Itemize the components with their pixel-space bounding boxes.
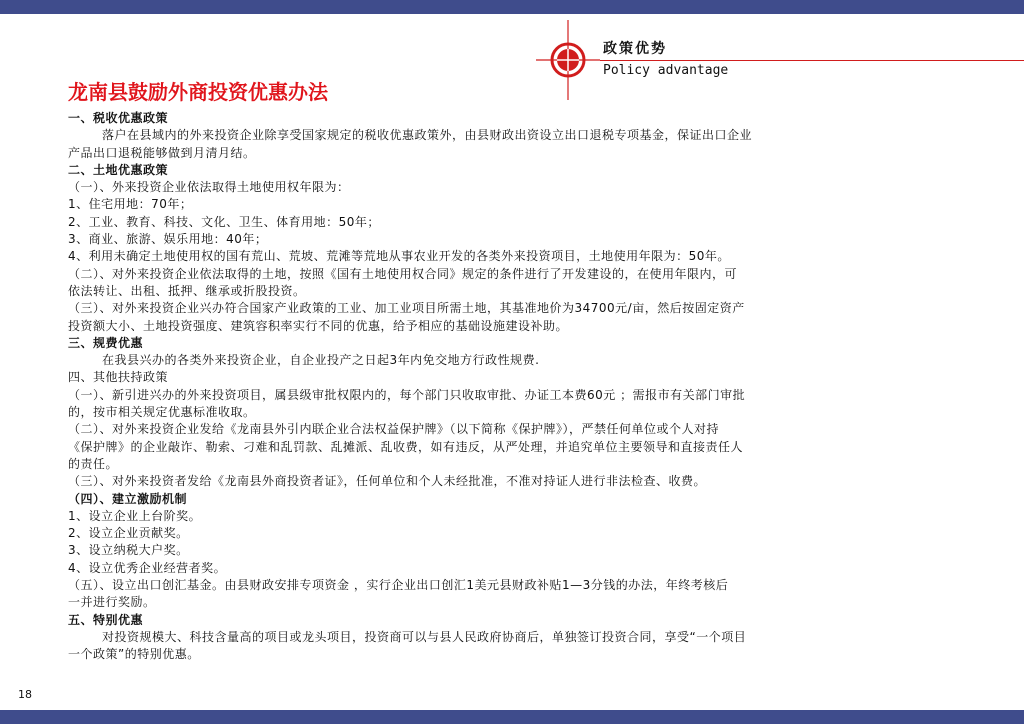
document-line: 的责任。 bbox=[68, 456, 119, 471]
document-line: 的，按市相关规定优惠标准收取。 bbox=[68, 405, 256, 420]
document-line: 3、设立纳税大户奖。 bbox=[68, 543, 189, 558]
document-line: 三、规费优惠 bbox=[68, 335, 144, 350]
document-line: 一并进行奖励。 bbox=[68, 595, 156, 610]
top-bar bbox=[0, 0, 1024, 14]
document-line: 《保护牌》的企业敲诈、勒索、刁难和乱罚款、乱摊派、乱收费，如有违反，从严处理，并追究单位主要领导和直接责任人 bbox=[68, 439, 744, 454]
document-line: 1、设立企业上台阶奖。 bbox=[68, 508, 202, 523]
document-title: 龙南县鼓励外商投资优惠办法 bbox=[68, 80, 328, 104]
document-line: （三）、对外来投资企业兴办符合国家产业政策的工业、加工业项目所需土地，其基准地价为34700元/亩，然后按固定资产 bbox=[68, 301, 745, 316]
document-line: 3、商业、旅游、娱乐用地：40年； bbox=[68, 232, 268, 247]
document-line: 2、设立企业贡献奖。 bbox=[68, 526, 189, 541]
document-line: 二、土地优惠政策 bbox=[68, 162, 169, 177]
header-divider bbox=[600, 60, 1024, 61]
document-line: 依法转让、出租、抵押、继承或折股投资。 bbox=[68, 283, 306, 298]
document-line: （五）、设立出口创汇基金。由县财政安排专项资金 ，实行企业出口创汇1美元县财政补贴1—3分钱的办法，年终考核后 bbox=[68, 578, 729, 593]
document-line: 产品出口退税能够做到月清月结。 bbox=[68, 145, 256, 160]
document-line: （二）、对外来投资企业依法取得的土地，按照《国有土地使用权合同》规定的条件进行了开发建设的，在使用年限内，可 bbox=[68, 266, 738, 281]
document-line: 落户在县域内的外来投资企业除享受国家规定的税收优惠政策外，由县财政出资设立出口退税专项基金，保证出口企业 bbox=[102, 128, 753, 143]
document-line: 四、其他扶持政策 bbox=[68, 370, 169, 385]
document-line: 一、税收优惠政策 bbox=[68, 111, 169, 125]
document-line: 五、特别优惠 bbox=[68, 612, 144, 627]
document-line: （四）、建立激励机制 bbox=[68, 491, 188, 506]
document-line: 1、住宅用地：70年； bbox=[68, 197, 193, 212]
target-emblem-icon bbox=[536, 20, 600, 100]
document-line: 对投资规模大、科技含量高的项目或龙头项目，投资商可以与县人民政府协商后，单独签订投资合同，享受“一个项目 bbox=[102, 629, 747, 644]
document-line: （一）、新引进兴办的外来投资项目，属县级审批权限内的，每个部门只收取审批、办证工本费60元 ；需报市有关部门审批 bbox=[68, 387, 746, 402]
document-line: 投资额大小、土地投资强度、建筑容积率实行不同的优惠，给予相应的基础设施建设补助。 bbox=[68, 318, 569, 333]
document-line: 一个政策”的特别优惠。 bbox=[68, 647, 200, 662]
section-title: 政策优势 bbox=[603, 41, 667, 57]
document-body bbox=[68, 110, 904, 664]
document-line: （一）、外来投资企业依法取得土地使用权年限为： bbox=[68, 180, 350, 195]
document-line: 4、设立优秀企业经营者奖。 bbox=[68, 560, 227, 575]
document-line: （三）、对外来投资者发给《龙南县外商投资者证》，任何单位和个人未经批准，不准对持证人进行非法检查、收费。 bbox=[68, 474, 707, 489]
document-line: 2、工业、教育、科技、文化、卫生、体育用地：50年； bbox=[68, 214, 380, 229]
document-line: 4、利用未确定土地使用权的国有荒山、荒坡、荒滩等荒地从事农业开发的各类外来投资项目，土地使用年限为：50年。 bbox=[68, 249, 730, 264]
document-line: （二）、对外来投资企业发给《龙南县外引内联企业合法权益保护牌》（以下简称《保护牌》），严禁任何单位或个人对持 bbox=[68, 422, 720, 437]
bottom-bar bbox=[0, 710, 1024, 724]
page-number: 18 bbox=[18, 688, 32, 701]
section-subtitle: Policy advantage bbox=[603, 63, 729, 78]
document-line: 在我县兴办的各类外来投资企业，自企业投产之日起3年内免交地方行政性规费. bbox=[102, 353, 540, 368]
